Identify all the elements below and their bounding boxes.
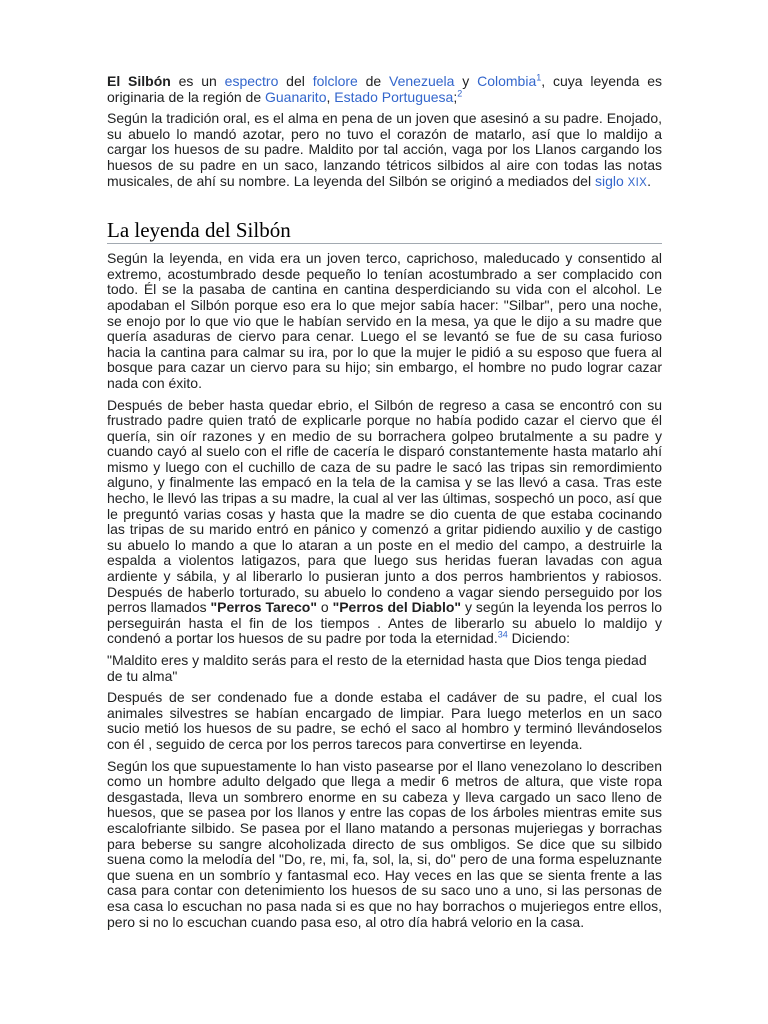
link-estado-portuguesa[interactable]: Estado Portuguesa [334, 88, 454, 105]
link-siglo-numeral: XIX [627, 176, 648, 189]
legend-text: o [316, 599, 333, 616]
legend-paragraph-2 [107, 398, 662, 648]
reference-1[interactable]: 1 [536, 72, 542, 83]
legend-paragraph-3: Después de ser condenado fue a donde estaba el cadáver de su padre, el cual los animales silvestres se habían encargado de limpiar. Para luego meterlos en un saco sucio metió los huesos de su padre, se echó el saco al hombro y terminó llevándoselos con él , seguido de cerca por los perros tarecos para convertirse en leyenda. [107, 689, 662, 752]
legend-paragraph-1: Según la leyenda, en vida era un joven terco, caprichoso, maleducado y consentido al extremo, acostumbrado desde pequeño lo tenían acostumbrado a ser complacido con todo. Él se la pasaba de cantina en cantina desperdiciando su vida con el alcohol. Le apodaban el Silbón porque eso era lo que mejor sabía hacer: "Silbar", pero una noche, se enojo por lo que vio que le habían servido en la mesa, ya que le dijo a su madre que quería asaduras de ciervo para cenar. Luego el se levantó se fue de su casa furioso hacia la cantina para calmar su ira, por lo que la mujer le pidió a su esposo que fuera al bosque para cazar un ciervo para su hijo; sin embargo, el hombre no pudo lograr cazar nada con éxito. [107, 250, 662, 391]
intro-text: es un [170, 73, 225, 89]
article-subject: El Silbón [107, 73, 171, 89]
link-espectro[interactable]: espectro [224, 73, 279, 89]
origin-text: Según la tradición oral, es el alma en pena de un joven que asesinó a su padre. Enojado, su abuelo lo mandó azotar, pero no tuvo el corazón de matarlo, así que lo maldijo a cargar los huesos de su padre. Maldito por tal acción, vaga por los Llanos cargando los huesos de su padre en un saco, lanzando tétricos silbidos al aire con todas las notas musicales, de ahí su nombre. La leyenda del Silbón se originó a mediados del [107, 110, 662, 189]
link-siglo-xix[interactable] [595, 173, 647, 189]
link-folclore[interactable]: folclore [312, 73, 358, 89]
perros-del-diablo: "Perros del Diablo" [332, 599, 462, 616]
intro-text: del [278, 73, 313, 89]
legend-text: Después de beber hasta quedar ebrio, el Silbón de regreso a casa se encontró con su frustrado padre quien trató de explicarle porque no había podido cazar el ciervo que él quería, sin oír razones y en medio de su borrachera golpeo brutalmente a su padre y cuando cayó al suelo con el rifle de cacería le disparó constantemente hasta matarlo ahí mismo y luego con el cuchillo de caza de su padre le sacó las tripas sin remordimiento alguno, y finalmente las empacó en la tela de la camisa y se las llevó a casa. Tras este hecho, le llevó las tripas a su madre, la cual al ver las últimas, sospechó un poco, así que le preguntó varias cosas y hasta que la madre se dio cuenta de que estaba cocinando las tripas de su marido entró en pánico y comenzó a gritar pidiendo auxilio y de castigo su abuelo lo mando a que lo ataran a un poste en el medio del campo, a destruirle la espalda a violentos latigazos, para que luego sus heridas fueran lavadas con agua ardiente y sábila, y al liberarlo lo pusieran junto a dos perros hambrientos y rabiosos. Después de haberlo torturado, su abuelo lo condeno a vagar siendo perseguido por los perros llamados [107, 396, 662, 616]
origin-text-end: . [647, 172, 651, 189]
origin-paragraph [107, 111, 662, 191]
link-guanarito[interactable]: Guanarito [265, 88, 327, 105]
reference-2[interactable]: 2 [457, 87, 463, 98]
perros-tareco: "Perros Tareco" [210, 599, 317, 616]
legend-text: Diciendo: [507, 630, 570, 647]
section-heading: La leyenda del Silbón [107, 218, 662, 244]
reference-34[interactable]: 34 [497, 629, 508, 640]
intro-text: de [357, 73, 390, 89]
legend-text: y según la leyenda los perros lo perseguirán hasta el fin de los tiempos . Antes de liberarlo su abuelo lo maldijo y condenó a portar los huesos de su padre por toda la eternidad. [107, 599, 662, 647]
intro-text: y [454, 73, 478, 89]
link-venezuela[interactable]: Venezuela [389, 73, 455, 89]
intro-text: ; [453, 88, 458, 105]
legend-paragraph-4: Según los que supuestamente lo han visto pasearse por el llano venezolano lo describen como un hombre adulto delgado que llega a medir 6 metros de altura, que viste ropa desgastada, lleva un sombrero enorme en su cabeza y lleva cargado un saco lleno de huesos, que se pasea por los llanos y entre las copas de los árboles mientras emite sus escalofriante silbido. Se pasea por el llano matando a personas mujeriegas y borrachas para beberse su sangre alcoholizada directo de sus ombligos. Se dice que su silbido suena como la melodía del "Do, re, mi, fa, sol, la, si, do" pero de una forma espeluznante que suena en un sombrío y fantasmal eco. Hay veces en las que se sienta frente a las casa para contar con detenimiento los huesos de su saco uno a uno, si las personas de esa casa lo escuchan no pasa nada si es que no hay borrachos o mujeriegos entre ellos, pero si no lo escuchan cuando pasa eso, al otro día habrá velorio en la casa. [107, 757, 662, 930]
curse-quote: "Maldito eres y maldito serás para el resto de la eternidad hasta que Dios tenga piedad de tu alma" [107, 652, 647, 684]
link-colombia[interactable]: Colombia [477, 73, 537, 89]
article-body [107, 74, 662, 936]
intro-text: , [326, 88, 335, 105]
intro-paragraph [107, 74, 662, 105]
intro-text: , cuya leyenda es originaria de la región de [107, 73, 662, 105]
link-siglo-text: siglo [594, 172, 628, 189]
